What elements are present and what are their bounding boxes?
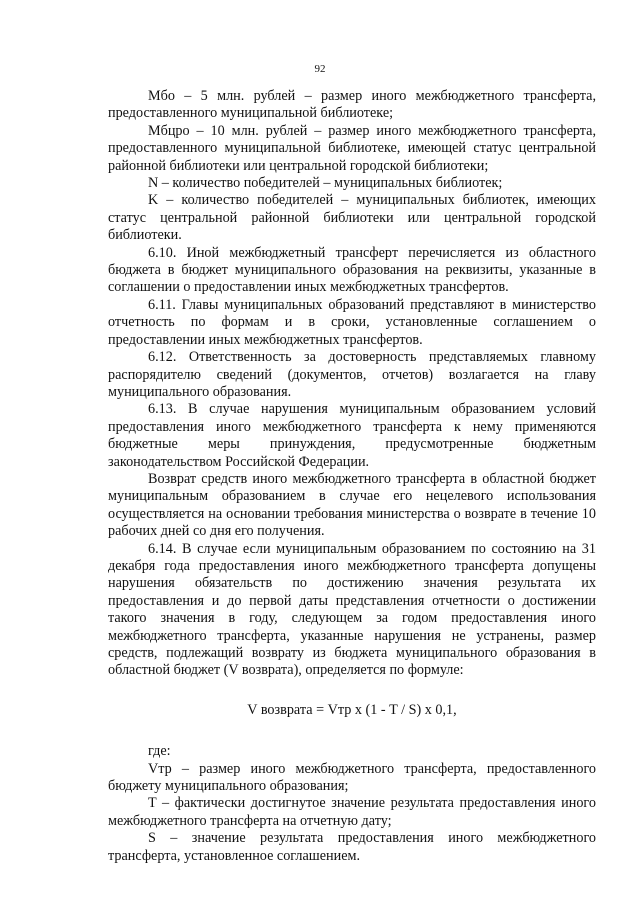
paragraph-refund: Возврат средств иного межбюджетного трансферта в областной бюджет муниципальным образованием в случае его нецелевого использования осуществляется на основании требования министерства о возврате в течение 10 рабочих дней со дня его получения. <box>108 470 596 540</box>
paragraph-where: где: <box>148 743 171 760</box>
paragraph-mbcro: Мбцро – 10 млн. рублей – размер иного межбюджетного трансферта, предоставленного муниципальной библиотеке, имеющей статус центральной районной библиотеки или центральной городской библиотеки; <box>108 122 596 174</box>
paragraph-6-13: 6.13. В случае нарушения муниципальным образованием условий предоставления иного межбюджетного трансферта к нему применяются бюджетные меры принуждения, предусмотренные бюджетным законодательством Российской Федерации. <box>108 401 596 470</box>
paragraph-mbo: Мбо – 5 млн. рублей – размер иного межбюджетного трансферта, предоставленного муниципальной библиотеке; <box>108 88 596 122</box>
paragraph-k: K – количество победителей – муниципальных библиотек, имеющих статус центральной районной библиотеки или центральной городской библиотеки. <box>108 192 596 244</box>
paragraph-6-12: 6.12. Ответственность за достоверность представляемых главному распорядителю сведений (документов, отчетов) возлагается на главу муниципального образования. <box>108 349 596 400</box>
paragraph-t: T – фактически достигнутое значение результата предоставления иного межбюджетного трансферта на отчетную дату; <box>108 795 596 829</box>
paragraph-n: N – количество победителей – муниципальных библиотек; <box>148 175 503 192</box>
paragraph-6-11: 6.11. Главы муниципальных образований представляют в министерство отчетность по формам и в сроки, установленные соглашением о предоставлении иных межбюджетных трансфертов. <box>108 296 596 348</box>
page-number: 92 <box>314 63 326 75</box>
document-body <box>108 88 596 865</box>
paragraph-6-10: 6.10. Иной межбюджетный трансферт перечисляется из областного бюджета в бюджет муниципального образования на реквизиты, указанные в соглашении о предоставлении иных межбюджетных трансфертов. <box>108 244 596 296</box>
formula: V возврата = Vтр х (1 - T / S) х 0,1, <box>247 701 457 718</box>
paragraph-6-14: 6.14. В случае если муниципальным образованием по состоянию на 31 декабря года предоставления иного межбюджетного трансферта допущены нарушения обязательств по достижению значения результата их предоставления и до первой даты представления отчетности о достижении такого значения в году, следующем за годом предоставления иного межбюджетного трансферта, указанные нарушения не устранены, размер средств, подлежащий возврату из бюджета муниципального образования в областной бюджет (V возврата), определяется по формуле: <box>108 540 596 679</box>
paragraph-s: S – значение результата предоставления иного межбюджетного трансферта, установленное соглашением. <box>108 830 596 864</box>
paragraph-vtr: Vтр – размер иного межбюджетного трансферта, предоставленного бюджету муниципального образования; <box>108 760 596 795</box>
